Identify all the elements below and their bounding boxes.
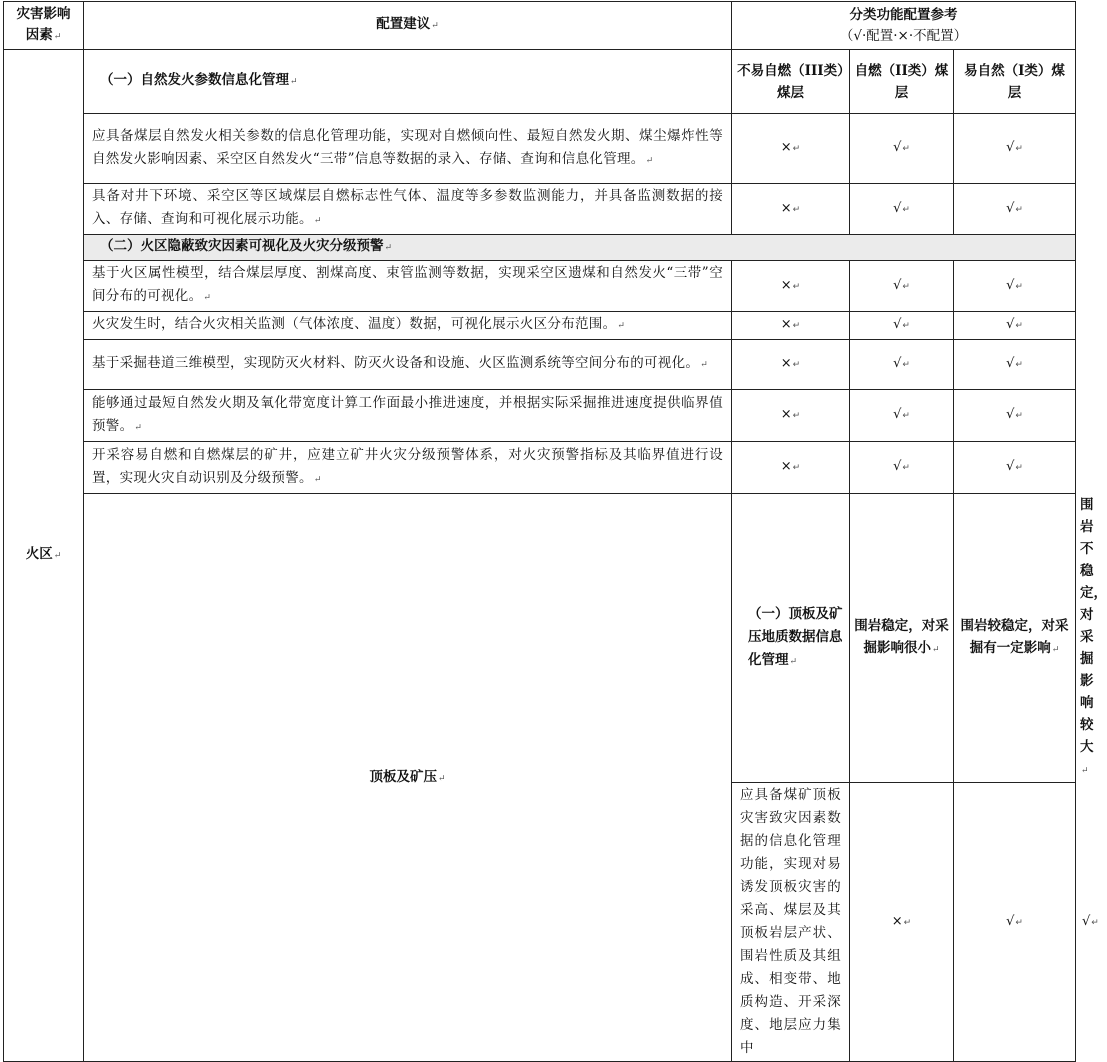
roof-section1-title-text: （一）顶板及矿压地质数据信息化管理 (748, 605, 843, 668)
paragraph-mark: ↵ (902, 281, 910, 292)
advice-text-content: 应具备煤层自然发火相关参数的信息化管理功能，实现对自燃倾向性、最短自然发火期、煤尘爆炸性等自然发火影响因素、采空区自然发火“三带”信息等数据的录入、存储、查询和信息化管理。 (92, 127, 723, 167)
fire-section2-row (4, 235, 1076, 261)
paragraph-mark: ↵ (1015, 360, 1023, 370)
roof-hazard-cell (84, 494, 732, 1062)
config-mark (954, 390, 1076, 442)
fire-subcol-3 (954, 50, 1076, 114)
advice-text (84, 114, 732, 184)
config-mark (850, 184, 954, 235)
config-mark-value: × (780, 200, 792, 216)
fire-subcol-1-text: 不易自燃（III类）煤层 (737, 62, 844, 101)
paragraph-mark: ↵ (792, 144, 801, 154)
roof-subcol-2-text: 围岩较稳定，对采掘有一定影响 (960, 618, 1069, 656)
config-mark-value: √ (1006, 200, 1015, 216)
fire-hazard-label: 火区 (25, 546, 53, 562)
roof-section1-row (4, 494, 1076, 783)
config-mark (954, 184, 1076, 235)
table-row (4, 340, 1076, 390)
paragraph-mark: ↵ (792, 463, 801, 473)
config-mark-value: √ (1006, 459, 1015, 474)
paragraph-mark: ↵ (134, 422, 143, 433)
paragraph-mark: ↵ (290, 77, 298, 87)
paragraph-mark: ↵ (792, 204, 801, 215)
config-mark (732, 442, 850, 494)
config-mark-value: √ (1006, 317, 1015, 332)
paragraph-mark: ↵ (1091, 917, 1099, 928)
config-mark-value: √ (893, 140, 902, 155)
paragraph-mark: ↵ (313, 474, 322, 485)
advice-text-content: 基于采掘巷道三维模型，实现防灭火材料、防灭火设备和设施、火区监测系统等空间分布的可视化。 (92, 355, 700, 371)
paragraph-mark: ↵ (1015, 917, 1023, 928)
paragraph-mark: ↵ (431, 21, 439, 31)
paragraph-mark: ↵ (902, 321, 910, 331)
config-mark (732, 312, 850, 340)
config-table (3, 1, 1107, 1062)
paragraph-mark: ↵ (53, 31, 62, 42)
paragraph-mark: ↵ (903, 917, 912, 928)
paragraph-mark: ↵ (789, 656, 798, 667)
paragraph-mark: ↵ (617, 321, 626, 331)
paragraph-mark: ↵ (792, 321, 801, 331)
advice-text-content: 具备对井下环境、采空区等区域煤层自燃标志性气体、温度等多参数监测能力，并具备监测数据的接入、存储、查询和可视化展示功能。 (92, 188, 723, 227)
paragraph-mark: ↵ (902, 463, 910, 473)
config-mark-value: √ (1006, 140, 1015, 155)
config-mark-value: × (780, 407, 792, 422)
config-mark (850, 783, 954, 1062)
advice-text-content: 能够通过最短自然发火期及氧化带宽度计算工作面最小推进速度，并根据实际采掘推进速度提供临界值预警。 (92, 394, 723, 434)
paragraph-mark: ↵ (902, 360, 910, 370)
config-mark (954, 783, 1076, 1062)
config-mark (954, 261, 1076, 312)
fire-section2-title (84, 235, 1076, 261)
header-row (4, 2, 1076, 50)
fire-hazard-cell (4, 50, 84, 1062)
paragraph-mark: ↵ (1015, 463, 1023, 473)
advice-text (84, 312, 732, 340)
config-mark-value: × (780, 317, 792, 332)
config-mark (954, 340, 1076, 390)
config-mark-value: √ (893, 459, 902, 474)
fire-section1-title-text: （一）自然发火参数信息化管理 (100, 72, 289, 88)
fire-section1-row (4, 50, 1076, 114)
config-mark-value: √ (893, 356, 902, 371)
paragraph-mark: ↵ (313, 216, 322, 226)
config-mark (732, 340, 850, 390)
config-mark (954, 114, 1076, 184)
config-mark (732, 261, 850, 312)
paragraph-mark: ↵ (792, 281, 801, 292)
paragraph-mark: ↵ (902, 411, 910, 421)
advice-text (84, 390, 732, 442)
config-mark-value: √ (1082, 913, 1091, 929)
paragraph-mark: ↵ (1015, 321, 1023, 331)
paragraph-mark: ↵ (1081, 766, 1089, 776)
config-mark (850, 390, 954, 442)
table-row (4, 184, 1076, 235)
config-mark-value: × (780, 277, 792, 293)
paragraph-mark: ↵ (1051, 645, 1060, 655)
table-row (4, 442, 1076, 494)
config-mark-value: × (780, 356, 792, 371)
config-mark (850, 261, 954, 312)
advice-text-content: 火灾发生时，结合火灾相关监测（气体浓度、温度）数据，可视化展示火区分布范围。 (92, 316, 617, 332)
table-row (4, 114, 1076, 184)
fire-section1-title (84, 50, 732, 114)
config-mark (732, 114, 850, 184)
fire-section2-title-text: （二）火区隐蔽致灾因素可视化及火灾分级预警 (100, 238, 384, 254)
paragraph-mark: ↵ (902, 144, 910, 154)
fire-subcol-1 (732, 50, 850, 114)
roof-section1-title (732, 494, 850, 783)
fire-subcol-2 (850, 50, 954, 114)
advice-text (732, 783, 850, 1062)
table-row (4, 390, 1076, 442)
config-mark-value: × (780, 459, 792, 474)
fire-subcol-3-text: 易自然（I类）煤层 (964, 62, 1065, 101)
advice-text-content: 基于火区属性模型，结合煤层厚度、割煤高度、束管监测等数据，实现采空区遗煤和自然发火“三带”空间分布的可视化。 (92, 265, 723, 304)
advice-text (84, 340, 732, 390)
paragraph-mark: ↵ (1015, 144, 1023, 154)
config-mark-value: √ (893, 407, 902, 422)
roof-subcol-1-text: 围岩稳定，对采掘影响很小 (854, 618, 949, 656)
advice-text (84, 184, 732, 235)
config-mark (850, 114, 954, 184)
config-mark-value: × (891, 913, 903, 929)
paragraph-mark: ↵ (700, 360, 709, 370)
config-mark-value: √ (1006, 407, 1015, 422)
paragraph-mark: ↵ (1015, 204, 1023, 215)
paragraph-mark: ↵ (203, 293, 212, 303)
hazard-column-header-text: 灾害影响因素 (16, 5, 71, 43)
paragraph-mark: ↵ (931, 645, 940, 655)
config-mark-value: √ (1006, 277, 1015, 293)
table-row (4, 312, 1076, 340)
config-mark (850, 340, 954, 390)
paragraph-mark: ↵ (1015, 281, 1023, 292)
config-mark (954, 442, 1076, 494)
paragraph-mark: ↵ (902, 204, 910, 215)
config-mark-value: √ (1006, 356, 1015, 371)
roof-subcol-2 (954, 494, 1076, 783)
paragraph-mark: ↵ (792, 411, 801, 421)
roof-hazard-label: 顶板及矿压 (369, 768, 437, 785)
paragraph-mark: ↵ (384, 243, 393, 253)
reference-note: （√·配置·×·不配置） (839, 27, 968, 44)
hazard-column-header (4, 2, 84, 50)
advice-column-header-text: 配置建议 (376, 16, 431, 32)
config-mark-value: √ (893, 277, 902, 293)
paragraph-mark: ↵ (1015, 411, 1023, 421)
table-row (4, 261, 1076, 312)
config-mark-value: √ (1006, 913, 1015, 929)
roof-subcol-1 (850, 494, 954, 783)
config-mark-value: √ (893, 317, 902, 332)
config-mark-value: × (780, 140, 792, 155)
config-mark (732, 390, 850, 442)
fire-subcol-2-text: 自燃（II类）煤层 (854, 62, 949, 101)
advice-text (84, 261, 732, 312)
roof-subcol-3-text: 围岩不稳定，对采掘影响较大 (1080, 497, 1107, 755)
paragraph-mark: ↵ (437, 773, 446, 784)
advice-text-content: 开采容易自燃和自燃煤层的矿井，应建立矿井火灾分级预警体系，对火灾预警指标及其临界值进行设置，实现火灾自动识别及分级预警。 (92, 446, 723, 486)
config-mark (850, 312, 954, 340)
reference-title: 分类功能配置参考 (849, 6, 958, 23)
advice-text (84, 442, 732, 494)
paragraph-mark: ↵ (53, 551, 62, 561)
reference-column-header (732, 2, 1076, 50)
config-mark (850, 442, 954, 494)
paragraph-mark: ↵ (792, 360, 801, 370)
config-mark (732, 184, 850, 235)
advice-text-content: 应具备煤矿顶板灾害致灾因素数据的信息化管理功能，实现对易诱发顶板灾害的采高、煤层及其顶板岩层产状、围岩性质及其组成、相变带、地质构造、开采深度、地层应力集中 (740, 787, 841, 1056)
advice-column-header (84, 2, 732, 50)
paragraph-mark: ↵ (645, 155, 654, 166)
config-mark-value: √ (893, 200, 902, 216)
config-mark (954, 312, 1076, 340)
